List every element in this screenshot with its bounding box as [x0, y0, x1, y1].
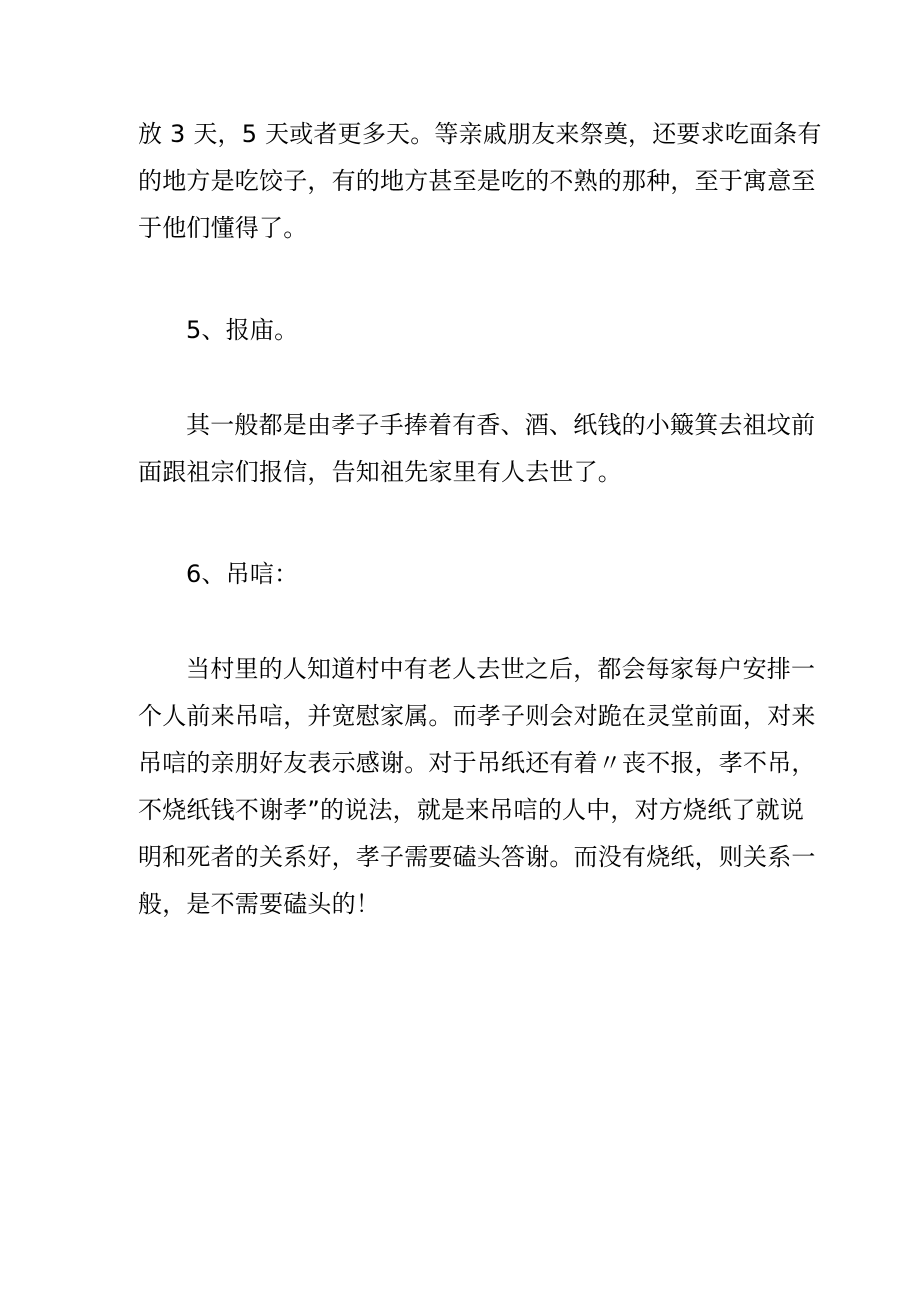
text-line: 当村里的人知道村中有老人去世之后，都会每家每户安排一 [186, 655, 816, 683]
text-line: 吊唁的亲朋好友表示感谢。对于吊纸还有着〃丧不报，孝不吊， [138, 749, 816, 777]
text-line: 其一般都是由孝子手捧着有香、酒、纸钱的小簸箕去祖坟前 [186, 411, 816, 439]
text-line: 放 3 天，5 天或者更多天。等亲戚朋友来祭奠，还要求吃面条有 [138, 120, 822, 148]
text-line: 个人前来吊唁，并宽慰家属。而孝子则会对跪在灵堂前面，对来 [138, 702, 816, 730]
text-line: 般，是不需要磕头的！ [138, 890, 380, 918]
text-line: 的地方是吃饺子，有的地方甚至是吃的不熟的那种，至于寓意至 [138, 167, 816, 195]
section-heading-5: 5、报庙。 [186, 316, 299, 344]
text-line: 面跟祖宗们报信，告知祖先家里有人去世了。 [138, 458, 622, 486]
text-line: 明和死者的关系好，孝子需要磕头答谢。而没有烧纸，则关系一 [138, 843, 816, 871]
text-line: 于他们懂得了。 [138, 214, 308, 242]
section-heading-6: 6、吊唁： [186, 560, 299, 588]
text-line: 不烧纸钱不谢孝”的说法，就是来吊唁的人中，对方烧纸了就说 [138, 796, 805, 824]
